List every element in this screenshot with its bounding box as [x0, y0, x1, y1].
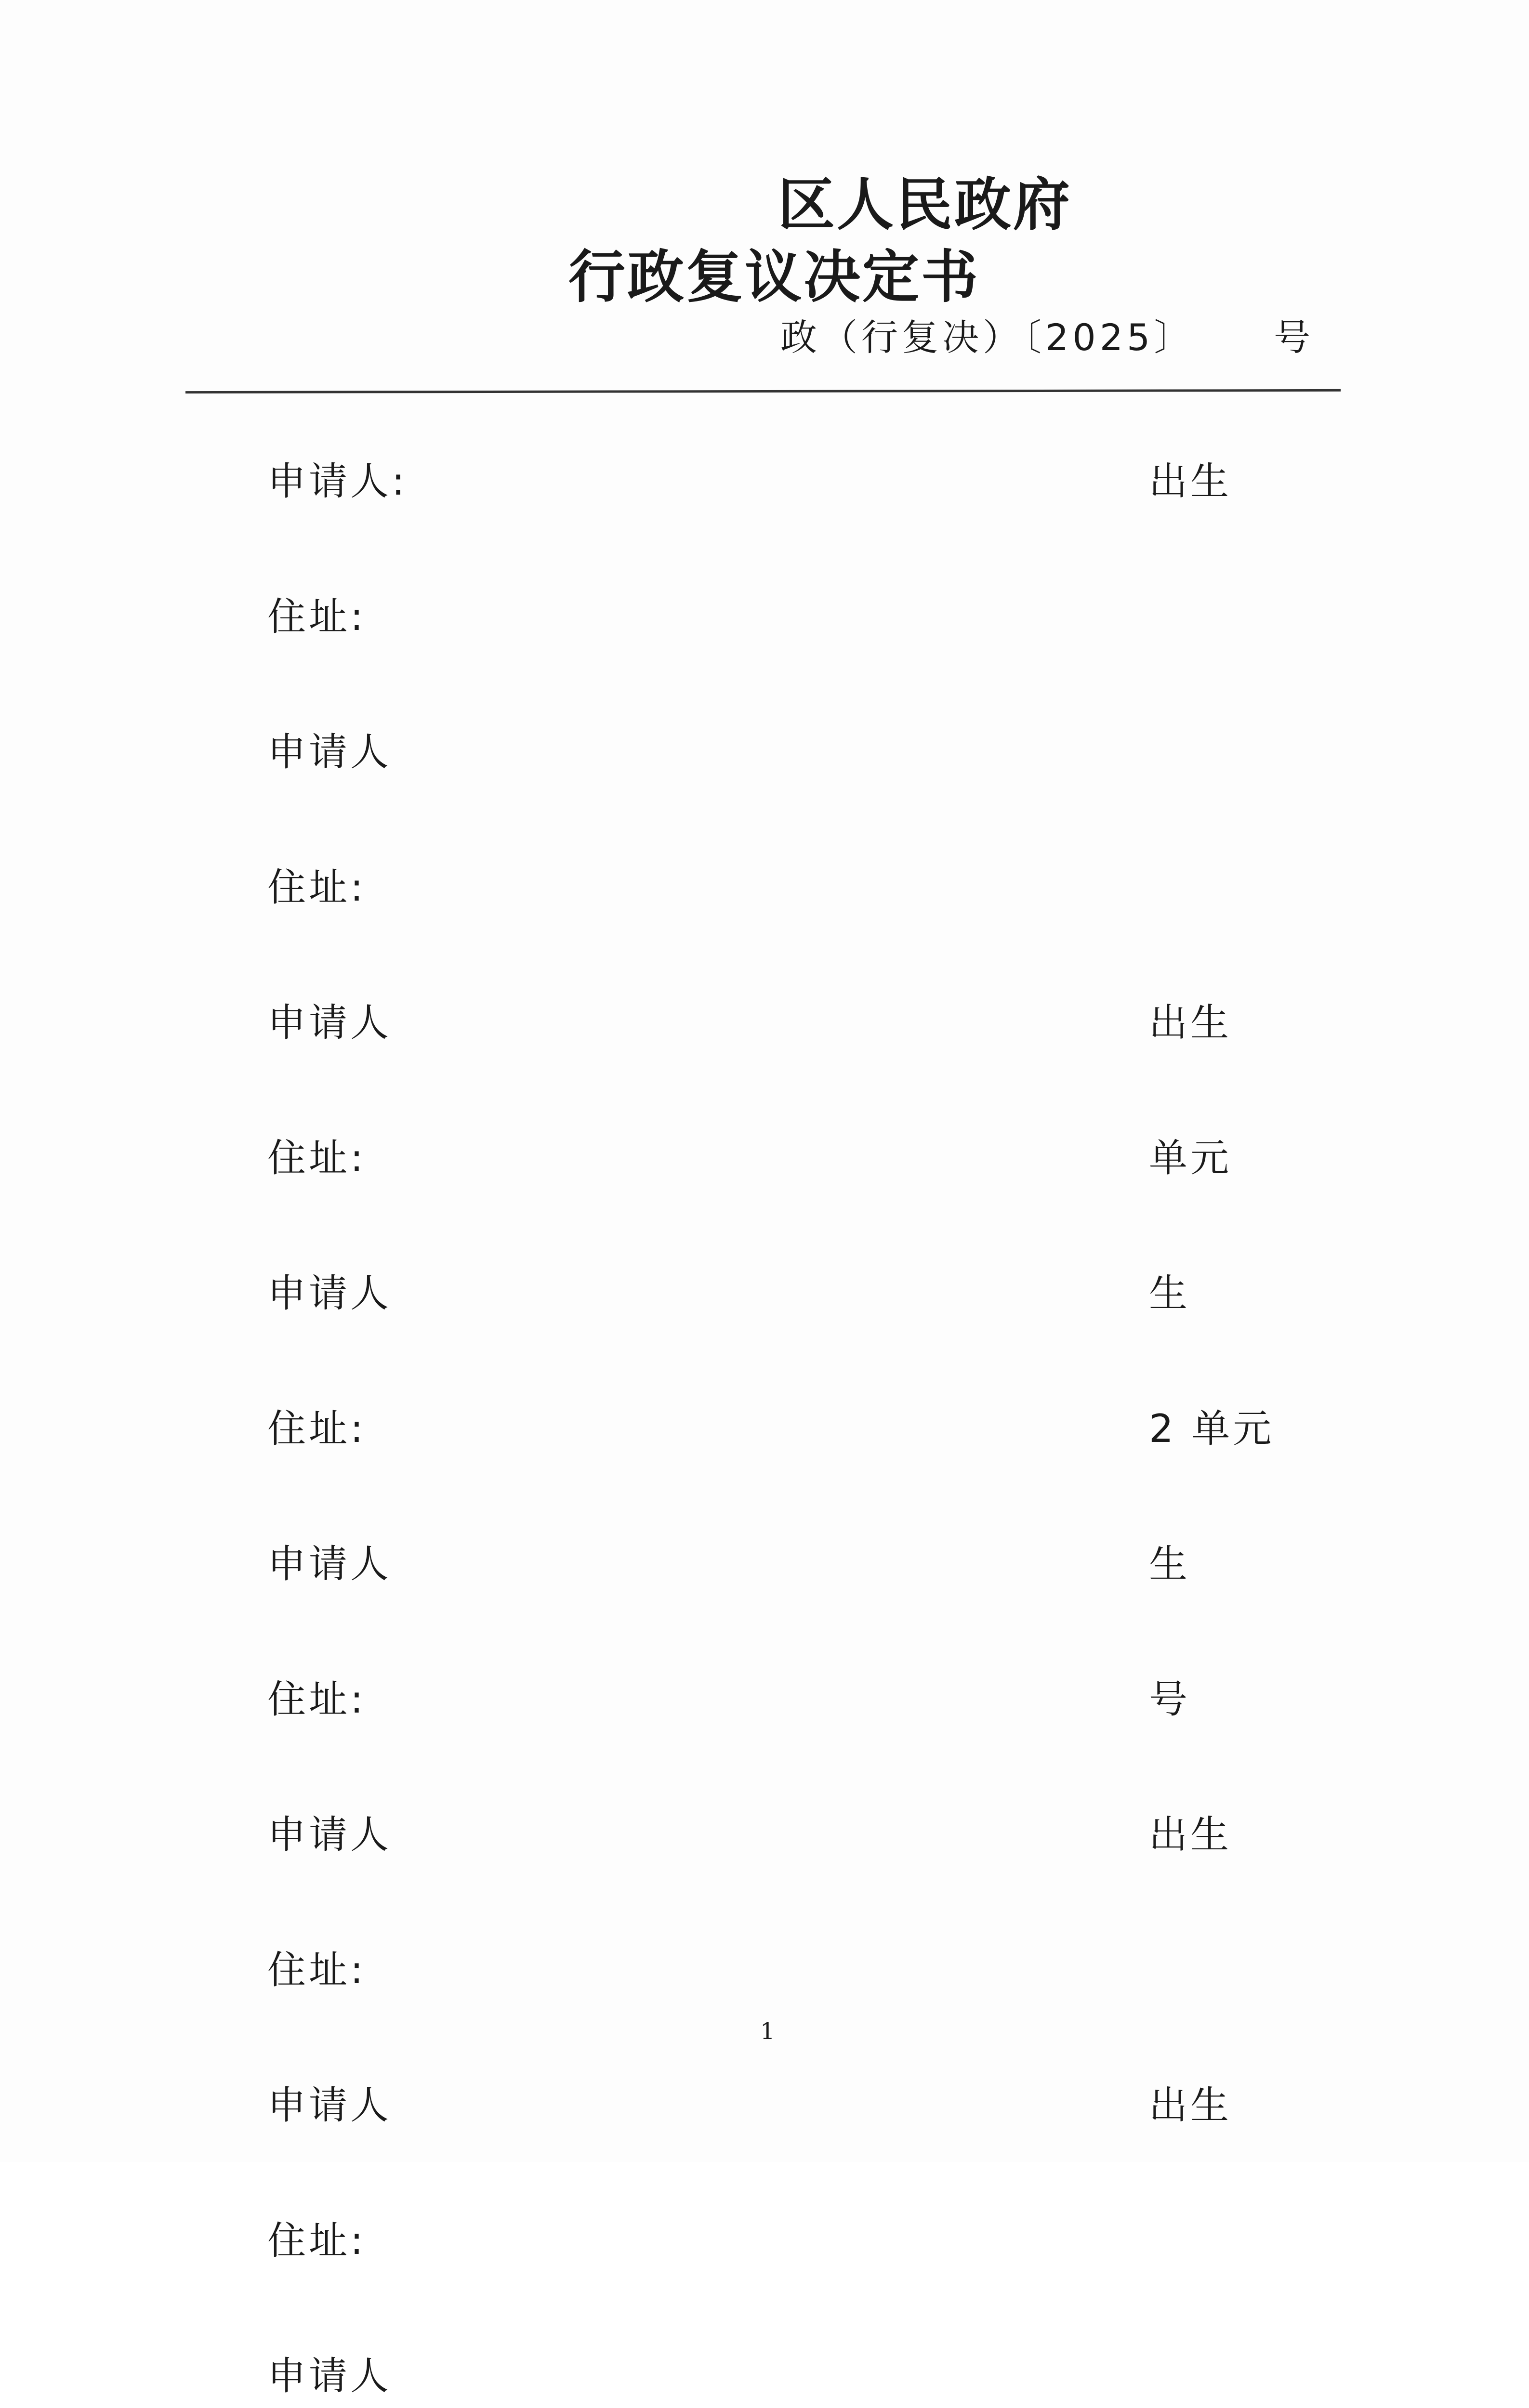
applicant-line	[267, 1533, 1375, 1668]
address-line	[267, 1398, 1375, 1533]
applicant-line	[267, 450, 1375, 586]
applicant-line	[267, 1262, 1375, 1398]
line-tail: 出生	[1149, 459, 1232, 504]
applicant-list	[267, 450, 1375, 2408]
address-line	[267, 586, 1375, 721]
line-tail: 生	[1149, 1542, 1190, 1586]
line-label: 申请人	[267, 2354, 392, 2398]
line-label: 申请人	[267, 1000, 392, 1045]
line-label: 住址:	[267, 594, 366, 639]
line-tail: 2 单元	[1149, 1406, 1275, 1451]
line-label: 住址:	[267, 2218, 366, 2263]
document-number	[780, 308, 1310, 361]
page-number: 1	[760, 2018, 775, 2045]
document-number-prefix: 政（行复决）〔2025〕	[780, 316, 1195, 359]
line-label: 住址:	[267, 1406, 366, 1451]
address-line	[267, 1127, 1375, 1262]
document-number-suffix: 号	[1274, 316, 1310, 359]
address-line	[267, 2210, 1375, 2345]
header-divider	[185, 389, 1341, 393]
line-tail: 出生	[1149, 1812, 1232, 1857]
address-line	[267, 856, 1375, 992]
line-label: 申请人	[267, 1542, 392, 1586]
document-title: 行政复议决定书	[568, 243, 980, 310]
line-tail: 出生	[1149, 2083, 1232, 2128]
line-label: 申请人:	[267, 459, 408, 504]
applicant-line	[267, 992, 1375, 1127]
line-tail: 单元	[1149, 1136, 1232, 1180]
line-label: 申请人	[267, 730, 392, 774]
issuer-title: 区人民政府	[778, 171, 1072, 238]
line-label: 申请人	[267, 2083, 392, 2128]
line-label: 住址:	[267, 1136, 366, 1180]
line-tail: 生	[1149, 1271, 1190, 1316]
line-label: 申请人	[267, 1271, 392, 1316]
applicant-line	[267, 2345, 1375, 2408]
line-label: 住址:	[267, 1948, 366, 1992]
line-label: 住址:	[267, 1677, 366, 1722]
applicant-line	[267, 2074, 1375, 2210]
address-line	[267, 1939, 1375, 2074]
line-tail: 号	[1149, 1677, 1190, 1722]
line-tail: 出生	[1149, 1000, 1232, 1045]
applicant-line	[267, 1804, 1375, 1939]
line-label: 申请人	[267, 1812, 392, 1857]
applicant-line	[267, 721, 1375, 856]
address-line	[267, 1668, 1375, 1804]
line-label: 住址:	[267, 865, 366, 910]
